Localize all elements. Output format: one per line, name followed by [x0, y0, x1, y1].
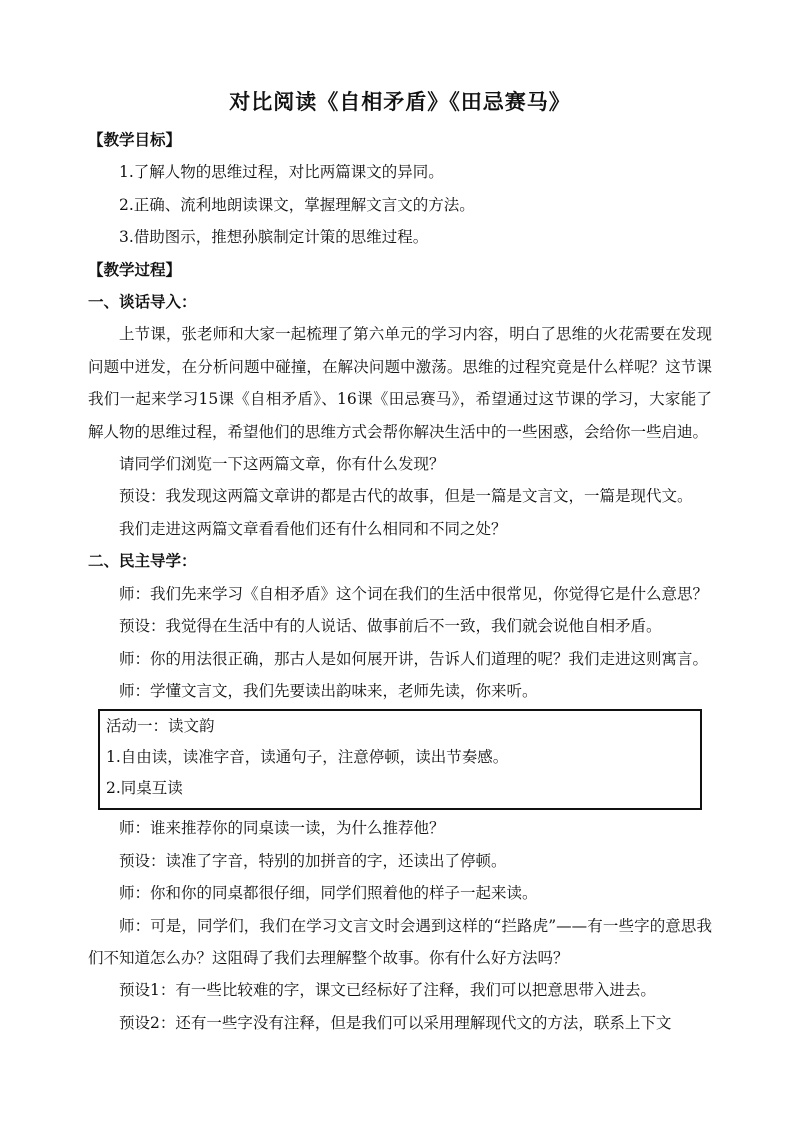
goal-item: 1.了解人物的思维过程，对比两篇课文的异同。 [119, 163, 444, 182]
paragraph: 师：我们先来学习《自相矛盾》这个词在我们的生活中很常见，你觉得它是什么意思？ [119, 584, 709, 603]
paragraph: 师：可是，同学们，我们在学习文言文时会遇到这样的“拦路虎”——有一些字的意思我们不知道怎么办？这阻碍了我们去理解整个故事。你有什么好方法吗？ [88, 916, 712, 967]
paragraph: 预设：我觉得在生活中有的人说话、做事前后不一致，我们就会说他自相矛盾。 [119, 617, 662, 636]
activity-item: 2.同桌互读 [106, 779, 183, 798]
paragraph: 师：你和你的同桌都很仔细，同学们照着他的样子一起来读。 [119, 884, 538, 903]
paragraph: 请同学们浏览一下这两篇文章，你有什么发现？ [119, 455, 445, 474]
activity-box [98, 709, 702, 810]
section1-heading: 一、谈话导入： [88, 293, 197, 312]
paragraph: 预设1：有一些比较难的字，课文已经标好了注释，我们可以把意思带入进去。 [119, 981, 656, 1000]
goals-heading: 【教学目标】 [88, 131, 182, 149]
paragraph: 预设：读准了字音，特别的加拼音的字，还读出了停顿。 [119, 851, 507, 870]
paragraph: 上节课，张老师和大家一起梳理了第六单元的学习内容，明白了思维的火花需要在发现问题中迸发，在分析问题中碰撞，在解决问题中激荡。思维的过程究竟是什么样呢？这节课我们一起来学习15课《自相矛盾》、16课《田忌赛马》，希望通过这节课的学习，大家能了解人物的思维过程，希望他们的思维方式会帮你解决生活中的一些困惑，会给你一些启迪。 [88, 325, 712, 441]
paragraph: 师：谁来推荐你的同桌读一读，为什么推荐他？ [119, 819, 445, 838]
page-title: 对比阅读《自相矛盾》《田忌赛马》 [229, 90, 571, 114]
paragraph: 师：学懂文言文，我们先要读出韵味来，老师先读，你来听。 [119, 681, 538, 700]
paragraph: 师：你的用法很正确，那古人是如何展开讲，告诉人们道理的呢？我们走进这则寓言。 [119, 649, 709, 668]
activity-title: 活动一：读文韵 [106, 717, 215, 736]
goal-item: 2.正确、流利地朗读课文，掌握理解文言文的方法。 [119, 195, 475, 214]
section2-heading: 二、民主导学： [88, 552, 197, 571]
goal-item: 3.借助图示，推想孙膑制定计策的思维过程。 [119, 228, 429, 247]
paragraph: 预设：我发现这两篇文章讲的都是古代的故事，但是一篇是文言文，一篇是现代文。 [119, 487, 693, 506]
activity-item: 1.自由读，读准字音，读通句子，注意停顿，读出节奏感。 [106, 748, 509, 767]
paragraph: 预设2：还有一些字没有注释，但是我们可以采用理解现代文的方法，联系上下文 [119, 1013, 672, 1032]
process-heading: 【教学过程】 [88, 260, 182, 279]
paragraph: 我们走进这两篇文章看看他们还有什么相同和不同之处？ [119, 519, 507, 538]
